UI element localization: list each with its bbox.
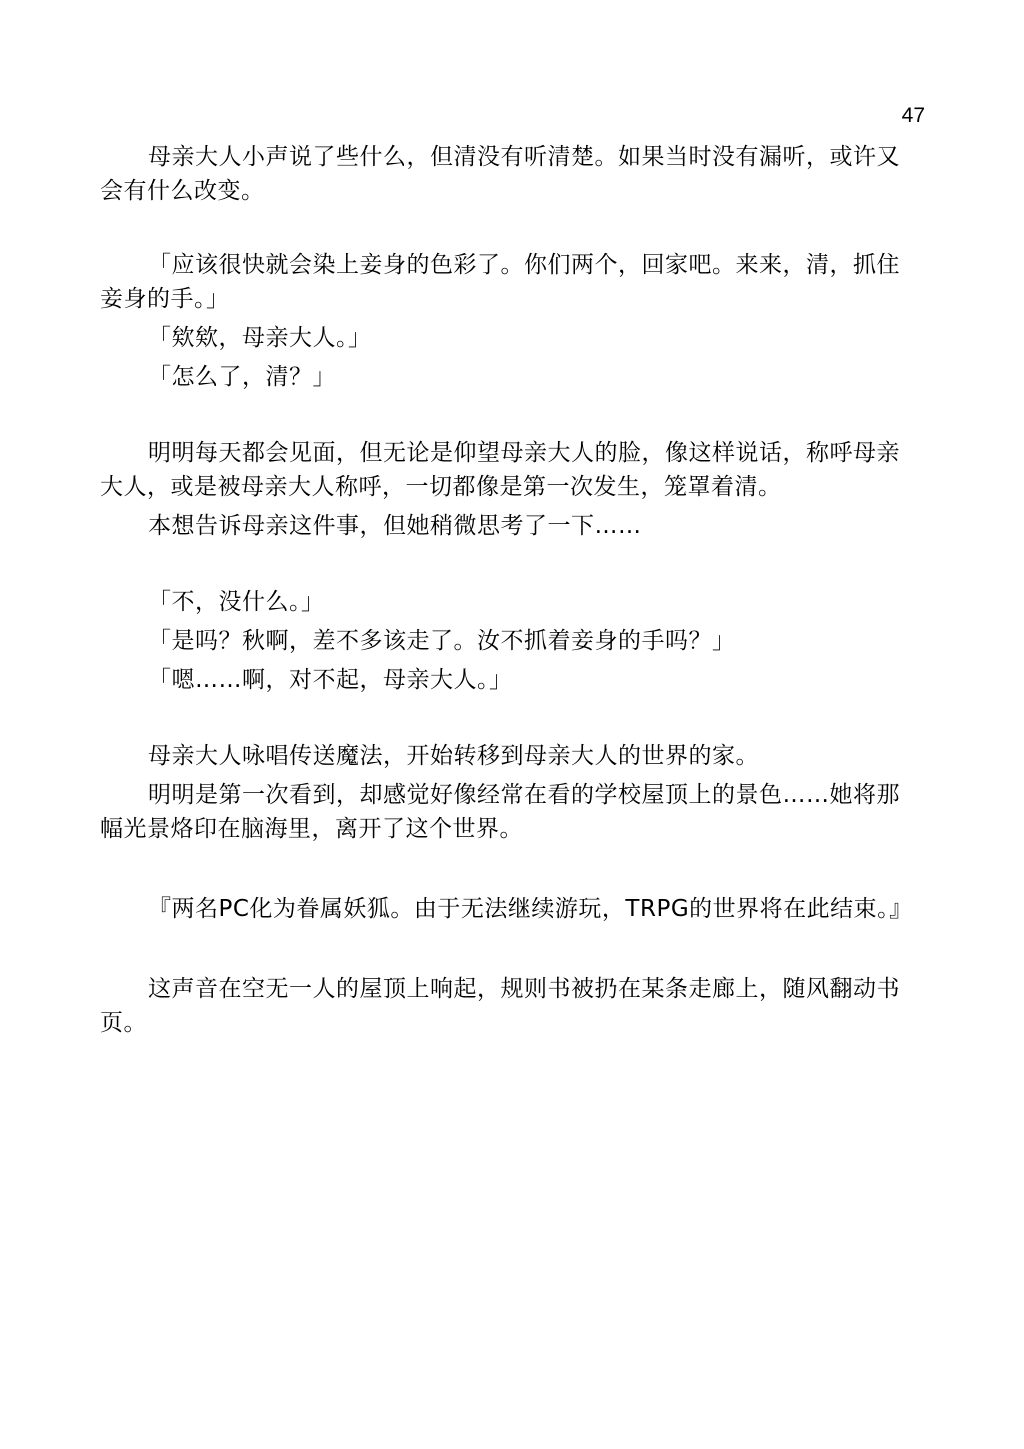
paragraph-6: 本想告诉母亲这件事，但她稍微思考了一下…… xyxy=(148,513,642,539)
paragraph-2: 「应该很快就会染上妾身的色彩了。你们两个，回家吧。来来，清，抓住妾身的手。」 xyxy=(100,252,900,312)
paragraph-gap xyxy=(100,697,915,739)
paragraph-gap xyxy=(100,926,915,972)
paragraph-gap xyxy=(100,208,915,248)
paragraph-11: 明明是第一次看到，却感觉好像经常在看的学校屋顶上的景色……她将那幅光景烙印在脑海里，离开了这个世界。 xyxy=(100,782,900,842)
paragraph-13: 这声音在空无一人的屋顶上响起，规则书被扔在某条走廊上，随风翻动书页。 xyxy=(100,976,900,1036)
paragraph-8: 「是吗？秋啊，差不多该走了。汝不抓着妾身的手吗？」 xyxy=(148,628,736,654)
paragraph-12: 『两名PC化为眷属妖狐。由于无法继续游玩，TRPG的世界将在此结束。』 xyxy=(148,896,913,922)
paragraph-9: 「嗯……啊，对不起，母亲大人。」 xyxy=(148,667,513,693)
page-number: 47 xyxy=(901,104,925,127)
page-body xyxy=(100,140,915,1040)
paragraph-5: 明明每天都会见面，但无论是仰望母亲大人的脸，像这样说话，称呼母亲大人，或是被母亲大人称呼，一切都像是第一次发生，笼罩着清。 xyxy=(100,440,900,500)
paragraph-10: 母亲大人咏唱传送魔法，开始转移到母亲大人的世界的家。 xyxy=(148,743,759,769)
paragraph-gap xyxy=(100,394,915,436)
paragraph-gap xyxy=(100,846,915,892)
paragraph-gap xyxy=(100,543,915,585)
paragraph-7: 「不，没什么。」 xyxy=(148,589,325,615)
paragraph-3: 「欸欸，母亲大人。」 xyxy=(148,325,372,351)
paragraph-4: 「怎么了，清？」 xyxy=(148,364,336,390)
paragraph-1: 母亲大人小声说了些什么，但清没有听清楚。如果当时没有漏听，或许又会有什么改变。 xyxy=(100,144,900,204)
